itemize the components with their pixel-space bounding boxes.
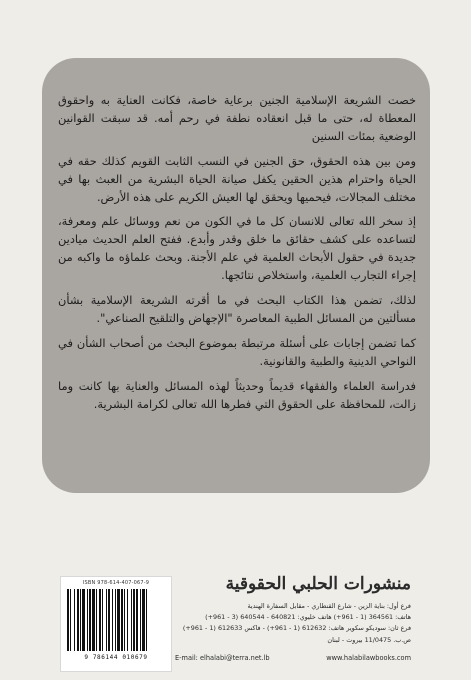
address-line: فرع ثان: سوديكو سكوير هاتف: 612632 (1 - 961+) - فاكس 612633 (1 - 961+) [182, 624, 411, 633]
blurb-paragraph: كما تضمن إجابات على أسئلة مرتبطة بموضوع البحث من أصحاب الشأن في النواحي الدينية والطبية والقانونية. [58, 335, 416, 368]
barcode-bar [112, 589, 113, 651]
barcode-bar [136, 589, 138, 651]
barcode-bar [80, 589, 81, 651]
blurb-paragraph: ومن بين هذه الحقوق، حق الجنين في النسب الثابت القويم كذلك حقه في الحياة واحترام هذين الحقين يكفل صيانة الحياة البشرية من العبث بها في مختلف المجالات، فيحميها ويحقق لها العيش الكريم على هذه الأرض. [58, 153, 416, 204]
barcode-bar [131, 589, 132, 651]
barcode-bars [67, 589, 165, 651]
address-line: هاتف: 364561 (1 - 961+) هاتف خليوي: 640821 - 640544 (3 - 961+) [205, 613, 411, 622]
barcode-bar [115, 589, 116, 651]
barcode-bar [67, 589, 69, 651]
blurb-paragraph: خصت الشريعة الإسلامية الجنين برعاية خاصة، فكانت العناية به واحقوق المعطاة له، حتى ما قبل انعقاده نطفة في رحم أمه. قد سبقت القوانين الوضعية بمئات السنين [58, 93, 416, 143]
email-address: E-mail: elhalabi@terra.net.lb [175, 654, 270, 662]
barcode-bar [77, 589, 79, 651]
barcode-bar [133, 589, 135, 651]
barcode-bar [146, 589, 147, 651]
barcode-bar [102, 589, 103, 651]
address-line: ص.ب. 11/0475 بيروت - لبنان [327, 635, 411, 644]
blurb-paragraph: إذ سخر الله تعالى للانسان كل ما في الكون من نعم ووسائل علم ومعرفة، لتساعده على كشف حقائق ما خلق وقدر وأبدع. ففتح العلم الحديث ميادين جديدة في حقول الأبحاث العلمية في علم الأجنة. وبحث علماؤه ما واكبه من إجراء التجارب العلمية، واستخلاص نتائجها. [58, 214, 416, 283]
isbn-label: ISBN 978-614-407-067-9 [82, 580, 150, 586]
address-line: فرع أول: بناية الزين - شارع القنطاري - مقابل السفارة الهندية [247, 602, 411, 610]
barcode [60, 576, 172, 672]
barcode-bar [108, 589, 110, 651]
barcode-bar [117, 589, 120, 651]
barcode-bar [140, 589, 141, 651]
barcode-bar [142, 589, 145, 651]
barcode-bar [121, 589, 123, 651]
website-link: www.halabilawbooks.com [326, 654, 411, 662]
barcode-bar [70, 589, 71, 651]
barcode-bar [106, 589, 107, 651]
contact-row [175, 654, 411, 666]
barcode-bar [127, 589, 128, 651]
blurb-paragraph: فدراسة العلماء والفقهاء قديماً وحديثاً لهذه المسائل والعناية بها كانت وما زالت، للمحافظة على الحقوق التي فطرها الله تعالى لكرامة البشرية. [58, 378, 416, 411]
barcode-bar [96, 589, 97, 651]
barcode-bar [124, 589, 125, 651]
barcode-bar [74, 589, 75, 651]
publisher-address [181, 601, 411, 646]
barcode-digits: 9 786144 010679 [84, 654, 148, 661]
barcode-bar [92, 589, 95, 651]
blurb-text [58, 92, 416, 421]
publisher-logo: منشورات الحلبي الحقوقية [225, 574, 411, 594]
barcode-bar [82, 589, 85, 651]
barcode-bar [99, 589, 101, 651]
barcode-bar [89, 589, 91, 651]
blurb-paragraph: لذلك، تضمن هذا الكتاب البحث في ما أقرته الشريعة الإسلامية بشأن مسألتين من المسائل الطبية المعاصرة "الإجهاض والتلقيح الصناعي". [58, 293, 416, 325]
barcode-bar [87, 589, 88, 651]
